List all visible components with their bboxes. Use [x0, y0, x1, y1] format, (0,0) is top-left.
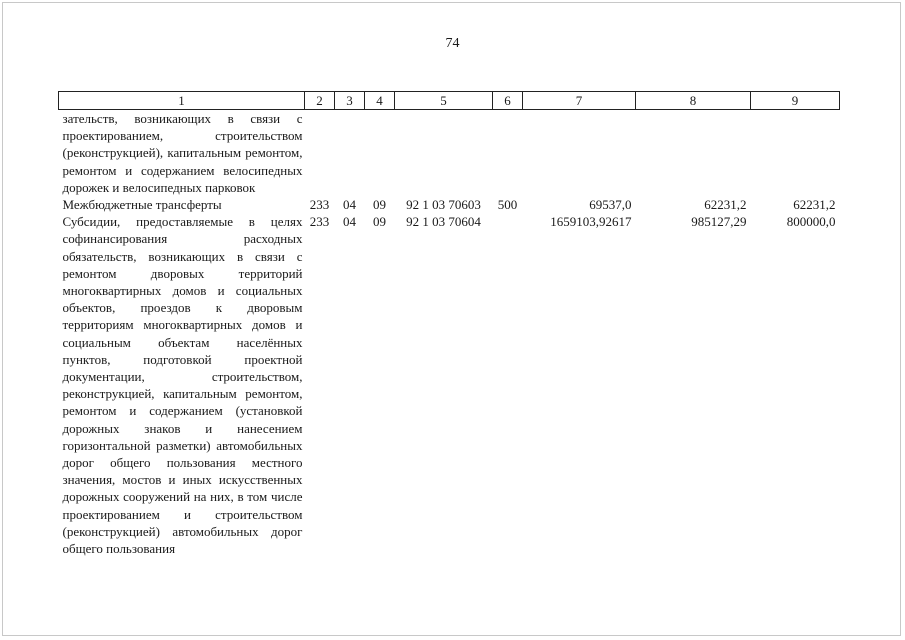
row-description: зательств, возникающих в связи с проектированием, строительством (реконструкцией), капитальным ремонтом, ремонтом и содержанием велосипедных дорожек и велосипедных парковок: [62, 111, 303, 195]
cell-amount-col8: 985127,29: [691, 214, 747, 230]
cell-amount-col8: [636, 110, 751, 197]
table-row: [59, 213, 840, 557]
column-header-row: [59, 92, 840, 110]
budget-table: [58, 91, 840, 557]
column-header: 2: [305, 92, 335, 110]
cell-amount-col8: 62231,2: [704, 197, 747, 213]
row-description: Субсидии, предоставляемые в целях софинансирования расходных обязательств, возникающих в связи с ремонтом дворовых территорий многоквартирных домов и социальных объектов, проездов к дворовым территориям многоквартирных домов и социальным объектам населённых пунктов, подготовкой проектной документации, строительством, реконструкцией, капитальным ремонтом, ремонтом и содержанием (установкой дорожных знаков и нанесением горизонтальной разметки) автомобильных дорог общего пользования местного значения, мостов и иных искусственных дорожных сооружений на них, в том числе проектированием и строительством (реконструкцией) автомобильных дорог общего пользования: [62, 214, 303, 557]
cell-expense-type: [493, 110, 523, 197]
page-number: 74: [445, 36, 460, 51]
table-row: [59, 196, 840, 213]
cell-amount-col9: 800000,0: [786, 214, 836, 230]
column-header: 1: [59, 92, 305, 110]
cell-subsection: 09: [373, 197, 386, 213]
cell-target-article: [395, 110, 493, 197]
cell-section: 04: [343, 214, 356, 230]
column-header: 4: [365, 92, 395, 110]
cell-amount-col7: 1659103,92617: [550, 214, 632, 230]
row-description: Межбюджетные трансферты: [62, 197, 222, 213]
cell-target-article: 92 1 03 70604: [406, 214, 481, 230]
column-header: 7: [523, 92, 636, 110]
column-header: 3: [335, 92, 365, 110]
column-header: 9: [751, 92, 840, 110]
cell-expense-type: 500: [497, 197, 518, 213]
cell-amount-col9: 62231,2: [793, 197, 836, 213]
cell-expense-type: [493, 213, 523, 557]
cell-ministry-code: 233: [309, 214, 330, 230]
cell-amount-col7: 69537,0: [589, 197, 632, 213]
cell-amount-col9: [751, 110, 840, 197]
cell-target-article: 92 1 03 70603: [406, 197, 481, 213]
column-header: 5: [395, 92, 493, 110]
cell-ministry-code: 233: [309, 197, 330, 213]
cell-subsection: 09: [373, 214, 386, 230]
cell-section: 04: [343, 197, 356, 213]
column-header: 6: [493, 92, 523, 110]
column-header: 8: [636, 92, 751, 110]
cell-amount-col7: [523, 110, 636, 197]
cell-ministry-code: [305, 110, 335, 197]
table-row: [59, 110, 840, 197]
cell-section: [335, 110, 365, 197]
cell-subsection: [365, 110, 395, 197]
